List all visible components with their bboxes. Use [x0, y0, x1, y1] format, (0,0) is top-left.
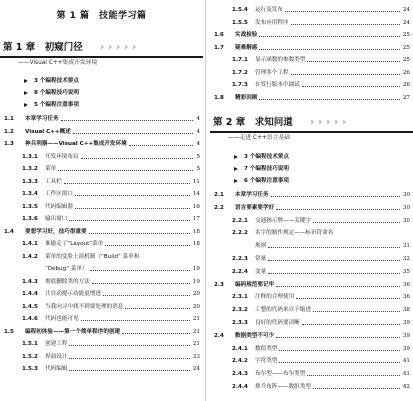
toc-entry-page: 39: [402, 317, 410, 329]
toc-entry-number: 1.4.1: [22, 241, 38, 247]
dot-leader: [75, 208, 190, 209]
toc-entry-page: 11: [192, 176, 200, 188]
toc-entry-page: 23: [192, 351, 200, 363]
toc-entry-number: 2.2.2: [232, 230, 248, 237]
toc-entry-title: 工作区窗口: [45, 191, 73, 197]
dot-leader: [307, 61, 400, 62]
toc-entry-title: 变量: [255, 268, 267, 275]
toc-entry-page: 36: [402, 291, 410, 303]
dot-leader: [73, 133, 193, 134]
dot-leader: [279, 362, 400, 363]
toc-entry-title: 发布应用程序: [255, 19, 289, 26]
toc-entry-number: 1.4.5: [22, 303, 38, 310]
dot-leader: [276, 337, 400, 338]
toc-entry[interactable]: [210, 304, 413, 316]
toc-entry-title: 数据类型不可少: [235, 332, 275, 339]
toc-entry[interactable]: [210, 67, 413, 79]
chapter-1-header: [0, 40, 203, 58]
toc-entry-page: 25: [402, 29, 410, 41]
toc-entry-page: 4: [195, 138, 200, 150]
dot-leader: [259, 99, 400, 100]
toc-entry[interactable]: [0, 363, 203, 375]
skill-bullet-text: 8 个编程技巧说明: [34, 90, 79, 96]
toc-entry-title: 数值类型: [255, 345, 278, 352]
skill-bullet: [210, 151, 413, 163]
toc-entry[interactable]: [210, 330, 413, 342]
toc-entry-number: 1.4.3: [22, 278, 38, 285]
toc-entry-title: 编程初体验——第一个简单程序的创建: [25, 328, 121, 335]
toc-entry-number: 1.5.2: [22, 353, 38, 360]
toc-entry[interactable]: [0, 313, 203, 325]
toc-entry[interactable]: [210, 343, 413, 355]
dot-leader: [302, 86, 400, 87]
chapter-title: 第 2 章 求知问道: [213, 117, 293, 128]
toc-entry-number: 1.2: [4, 128, 14, 135]
dot-leader: [122, 333, 190, 334]
dot-leader: [81, 320, 190, 321]
dot-leader: [307, 375, 400, 376]
toc-entry-page: 19: [192, 276, 200, 288]
toc-entry-number: 1.3.1: [22, 153, 38, 160]
toc-entry[interactable]: [0, 201, 203, 213]
toc-entry-title: 输出窗口: [45, 216, 68, 222]
toc-entry-title: 管理多个工程: [255, 69, 289, 76]
chapter-title: 第 1 章 初窥门径: [3, 42, 83, 53]
dot-leader: [268, 247, 400, 248]
dot-leader: [276, 286, 400, 287]
toc-entry[interactable]: [0, 251, 203, 263]
toc-entry-number: 1.3.6: [22, 216, 38, 222]
toc-entry-page: 27: [402, 92, 410, 104]
toc-entry-title: 规则: [255, 243, 267, 250]
toc-entry-page: 24: [402, 4, 410, 16]
toc-entry-title: 菜单的变脸上演机制（“Build” 菜单和: [45, 253, 140, 260]
toc-entry[interactable]: [0, 276, 203, 288]
toc-entry-number: 2.3: [214, 281, 224, 288]
toc-entry[interactable]: [210, 17, 413, 29]
dot-leader: [89, 233, 190, 234]
toc-entry-number: 2.2: [214, 204, 224, 211]
toc-entry[interactable]: [210, 240, 413, 252]
toc-entry-page: 35: [402, 266, 410, 278]
dot-leader: [69, 220, 190, 221]
skill-bullet: [0, 87, 203, 99]
dot-leader: [61, 120, 193, 121]
dot-leader: [302, 324, 400, 325]
toc-entry-title: 代码编辑器: [45, 203, 73, 210]
toc-entry[interactable]: [210, 355, 413, 367]
toc-entry[interactable]: [0, 126, 203, 138]
toc-entry-number: 1.4.2: [22, 253, 38, 260]
toc-entry[interactable]: [0, 163, 203, 175]
toc-entry-number: 1.5.4: [232, 7, 248, 13]
toc-entry[interactable]: [210, 79, 413, 91]
toc-entry-number: 2.3.1: [232, 294, 248, 301]
toc-entry-page: 17: [192, 213, 200, 225]
chapter-subtitle: ——走进 C++语言基础: [228, 135, 290, 141]
toc-entry-title: 良好的代码要清晰: [255, 320, 300, 326]
toc-entry-page: 21: [192, 338, 200, 350]
dot-leader: [313, 388, 400, 389]
toc-entry-title: 代码编辑: [45, 366, 68, 372]
dot-leader: [103, 295, 190, 296]
toc-entry-number: 2.4.2: [232, 358, 248, 365]
toc-entry-page: 21: [192, 326, 200, 338]
toc-entry-title: 在发行版本中调试: [255, 82, 300, 88]
toc-entry-page: 39: [402, 330, 410, 342]
dot-leader: [69, 370, 190, 371]
toc-entry[interactable]: [0, 138, 203, 150]
chevron-arrows-icon: › › › › ›: [100, 42, 137, 53]
dot-leader: [105, 245, 190, 246]
dot-leader: [75, 195, 190, 196]
toc-entry-number: 1.7.1: [232, 57, 248, 63]
toc-entry[interactable]: [0, 113, 203, 125]
dot-leader: [90, 270, 190, 271]
toc-entry-page: 36: [402, 279, 410, 291]
toc-entry-page: 39: [402, 343, 410, 355]
toc-entry-title: 神兵利器——Visual C++集成开发环境: [25, 141, 127, 147]
dot-leader: [125, 308, 190, 309]
toc-entry-title: 彻底删除类的方法: [45, 278, 90, 285]
toc-entry-page: 4: [195, 113, 200, 125]
dot-leader: [129, 145, 193, 146]
toc-entry-number: 1.3.5: [22, 203, 38, 210]
toc-entry-page: 30: [402, 202, 410, 214]
toc-entry-page: 20: [192, 288, 200, 300]
toc-entry-title: 布尔型——布尔类型: [255, 371, 306, 378]
dot-leader: [271, 196, 400, 197]
toc-entry-number: 1.1: [4, 116, 14, 122]
toc-entry-title: 字符类型: [255, 358, 278, 365]
triangle-bullet-icon: [234, 167, 238, 171]
toc-entry-title: 实战检验: [235, 32, 258, 38]
toc-entry-title: 编码规范要记牢: [235, 281, 275, 288]
skill-bullet-text: 3 个编程技术要点: [34, 78, 79, 84]
toc-entry-number: 1.4.6: [22, 316, 38, 322]
toc-entry-number: 2.4.4: [232, 384, 248, 390]
toc-entry[interactable]: [210, 215, 413, 227]
toc-entry[interactable]: [0, 288, 203, 300]
toc-entry-title: 语言要素要学好: [235, 204, 275, 211]
toc-entry-page: 19: [192, 263, 200, 275]
dot-leader: [276, 209, 400, 210]
toc-entry-page: 30: [402, 189, 410, 201]
toc-entry-number: 1.7: [214, 44, 224, 51]
dot-leader: [296, 298, 400, 299]
toc-entry-title: 精彩回顾: [235, 94, 258, 101]
skill-bullet-text: 3 个编程技术要点: [244, 154, 289, 160]
toc-entry[interactable]: [0, 213, 203, 225]
toc-entry-page: 32: [402, 253, 410, 265]
toc-entry-number: 1.5.3: [22, 366, 38, 372]
toc-entry-page: 38: [402, 304, 410, 316]
toc-entry-number: 2.4: [214, 332, 224, 339]
dot-leader: [81, 158, 193, 159]
toc-entry[interactable]: [0, 301, 203, 313]
toc-entry[interactable]: [0, 338, 203, 350]
toc-entry-number: 1.6: [214, 32, 224, 38]
toc-entry[interactable]: [210, 54, 413, 66]
toc-entry-page: 14: [192, 188, 200, 200]
toc-entry[interactable]: [210, 368, 413, 380]
toc-entry-page: 26: [402, 67, 410, 79]
toc-entry-page: 42: [402, 381, 410, 393]
toc-entry-title: 显示函数的参数类型: [255, 57, 306, 63]
triangle-bullet-icon: [234, 155, 238, 159]
toc-entry-page: 41: [402, 355, 410, 367]
dot-leader: [285, 11, 400, 12]
triangle-bullet-icon: [234, 179, 238, 183]
dot-leader: [313, 222, 400, 223]
toc-entry-page: 25: [402, 42, 410, 54]
chapter-subtitle: ——Visual C++集成开发环境: [18, 60, 98, 66]
toc-entry-number: 1.3.4: [22, 191, 38, 197]
dot-leader: [69, 345, 190, 346]
dot-leader: [58, 170, 193, 171]
toc-entry-page: 26: [402, 79, 410, 91]
toc-entry-page: 24: [402, 17, 410, 29]
toc-entry-page: 5: [195, 163, 200, 175]
toc-entry-page: 4: [195, 126, 200, 138]
dot-leader: [268, 273, 400, 274]
toc-entry-number: 1.3.2: [22, 166, 38, 172]
skill-bullet: [210, 175, 413, 187]
toc-entry-number: 1.5.5: [232, 19, 248, 26]
toc-entry[interactable]: [210, 291, 413, 303]
toc-entry-number: 2.4.3: [232, 371, 248, 378]
skill-bullet-text: 5 个编程注意事项: [34, 102, 79, 108]
toc-entry-number: 2.4.1: [232, 345, 248, 352]
toc-entry-title: 交通指示牌——关键字: [255, 217, 311, 224]
toc-entry[interactable]: [210, 189, 413, 201]
toc-entry-title: 注释的合理使用: [255, 294, 295, 301]
toc-entry-title: 名字的制作规定——标识符命名: [255, 230, 334, 237]
chevron-arrows-icon: › › › › ›: [310, 117, 347, 128]
toc-entry[interactable]: [0, 238, 203, 250]
toc-entry-page: 21: [192, 313, 200, 325]
toc-left-column: [0, 0, 203, 401]
toc-entry-number: 1.4: [4, 228, 14, 235]
toc-entry[interactable]: [210, 29, 413, 41]
toc-entry[interactable]: [210, 317, 413, 329]
toc-entry-page: 18: [192, 238, 200, 250]
toc-entry[interactable]: [210, 202, 413, 214]
skill-bullet-text: 7 个编程技巧说明: [244, 166, 289, 172]
toc-entry-title: 当我向寻中找不到要处理的消息: [45, 303, 124, 310]
toc-entry-title: 运行及发布: [255, 7, 283, 13]
dot-leader: [92, 283, 190, 284]
toc-entry[interactable]: [0, 263, 203, 275]
toc-entry-title: 本章学习任务: [25, 116, 59, 122]
toc-entry-number: 1.5: [4, 328, 14, 335]
skill-bullet: [0, 75, 203, 87]
toc-entry-title: 本章学习任务: [235, 192, 269, 198]
toc-entry-number: 2.1: [214, 192, 224, 198]
toc-entry-number: 1.3.3: [22, 178, 38, 185]
toc-entry[interactable]: [210, 227, 413, 239]
toc-entry-number: 1.8: [214, 94, 224, 101]
toc-entry[interactable]: [0, 326, 203, 338]
toc-entry-page: 31: [402, 240, 410, 252]
toc-entry-title: 开发环境布局: [45, 153, 79, 160]
toc-entry-page: 20: [192, 301, 200, 313]
toc-right-column: [210, 0, 413, 401]
toc-entry-page: 25: [402, 54, 410, 66]
toc-entry-title: 创建工程: [45, 341, 68, 347]
toc-entry-page: 41: [402, 368, 410, 380]
dot-leader: [291, 24, 400, 25]
toc-entry[interactable]: [0, 176, 203, 188]
toc-entry-title: 代码也能可见: [45, 316, 79, 322]
skill-bullet: [210, 163, 413, 175]
dot-leader: [259, 49, 400, 50]
chapter-2-header: [210, 115, 413, 133]
toc-entry-number: 1.7.2: [232, 69, 248, 76]
triangle-bullet-icon: [24, 79, 28, 83]
toc-entry-number: 2.3.3: [232, 320, 248, 326]
page-gutter: [205, 0, 206, 401]
toc-entry[interactable]: [210, 253, 413, 265]
toc-entry[interactable]: [0, 226, 203, 238]
skill-bullet-text: 6 个编程注意事项: [244, 178, 289, 184]
toc-entry-title: 疑难解惑: [235, 44, 258, 51]
toc-entry-number: 1.7.3: [232, 82, 248, 88]
toc-entry-page: 18: [192, 226, 200, 238]
toc-entry-number: 2.2.4: [232, 268, 248, 275]
toc-entry-title: 工整的代码来自于缩进: [255, 307, 311, 314]
triangle-bullet-icon: [24, 91, 28, 95]
dot-leader: [291, 74, 400, 75]
toc-entry[interactable]: [210, 279, 413, 291]
toc-entry[interactable]: [210, 4, 413, 16]
toc-entry-title: 排兵布阵——数组类型: [255, 384, 311, 390]
part-title: 第 1 篇 技能学习篇: [56, 11, 147, 21]
toc-entry-number: 2.2.1: [232, 217, 248, 224]
toc-entry[interactable]: [210, 381, 413, 393]
dot-leader: [268, 260, 400, 261]
toc-entry[interactable]: [0, 151, 203, 163]
toc-entry-title: 常量: [255, 256, 267, 262]
dot-leader: [64, 183, 190, 184]
toc-entry-title: 工具栏: [45, 178, 62, 185]
toc-entry-page: 5: [195, 151, 200, 163]
toc-entry-page: 30: [402, 215, 410, 227]
toc-entry-number: 1.4.4: [22, 291, 38, 297]
triangle-bullet-icon: [24, 103, 28, 107]
toc-entry-page: 16: [192, 201, 200, 213]
toc-entry-title: 要想学习好，技巧很重要: [25, 228, 87, 235]
dot-leader: [313, 311, 400, 312]
toc-entry-title: 菜单: [45, 166, 57, 172]
toc-entry-title: “Debug” 菜单）: [45, 266, 88, 272]
dot-leader: [279, 350, 400, 351]
skill-bullet: [0, 99, 203, 111]
toc-entry-title: 界面设计: [45, 353, 68, 360]
toc-entry-number: 1.3: [4, 141, 14, 147]
toc-entry[interactable]: [210, 266, 413, 278]
toc-entry-page: 24: [192, 363, 200, 375]
toc-entry-title: 让自动提示功能更增进: [45, 291, 101, 297]
toc-entry-title: 谁偷走了“Layout”菜单: [45, 241, 104, 247]
toc-entry-number: 2.2.3: [232, 256, 248, 262]
toc-entry-title: Visual C++概述: [25, 128, 71, 135]
dot-leader: [259, 36, 400, 37]
toc-entry[interactable]: [210, 92, 413, 104]
toc-entry-number: 2.3.2: [232, 307, 248, 314]
dot-leader: [69, 358, 190, 359]
toc-entry-number: 1.5.1: [22, 341, 38, 347]
toc-entry[interactable]: [0, 351, 203, 363]
toc-entry[interactable]: [210, 42, 413, 54]
toc-entry[interactable]: [0, 188, 203, 200]
